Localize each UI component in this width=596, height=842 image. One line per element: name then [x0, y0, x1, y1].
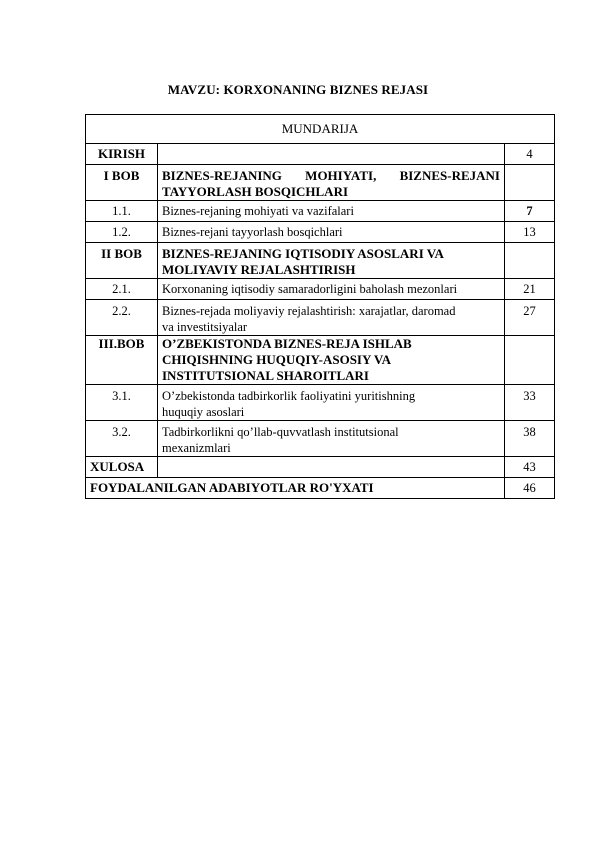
toc-title [158, 144, 505, 165]
toc-title [158, 421, 505, 457]
toc-number: 1.1. [86, 201, 158, 222]
toc-row-references [86, 478, 555, 499]
toc-title [158, 165, 505, 201]
toc-title [158, 300, 505, 336]
toc-row-1-1 [86, 201, 555, 222]
toc-row-xulosa [86, 457, 555, 478]
toc-number: III.BOB [86, 336, 158, 385]
toc-page: 27 [505, 300, 555, 336]
toc-row-3-2 [86, 421, 555, 457]
toc-number: II BOB [86, 243, 158, 279]
toc-page: 4 [505, 144, 555, 165]
toc-page [505, 336, 555, 385]
toc-title: Biznes-rejaning mohiyati va vazifalari [158, 201, 505, 222]
toc-row-chapter-2 [86, 243, 555, 279]
toc-number: KIRISH [86, 144, 158, 165]
toc-number: 3.2. [86, 421, 158, 457]
toc-header: MUNDARIJA [86, 115, 555, 144]
toc-page: 38 [505, 421, 555, 457]
toc-title-line: Tadbirkorlikni qo’llab-quvvatlash institutsional [162, 425, 399, 439]
toc-page [505, 243, 555, 279]
document-title: MAVZU: KORXONANING BIZNES REJASI [167, 82, 429, 97]
toc-row-2-1 [86, 279, 555, 300]
toc-header-row [86, 115, 555, 144]
toc-title [158, 243, 505, 279]
toc-page: 33 [505, 385, 555, 421]
toc-number: 1.2. [86, 222, 158, 243]
toc-title-line: O’zbekistonda tadbirkorlik faoliyatini yuritishning [162, 389, 416, 403]
toc-page: 43 [505, 457, 555, 478]
toc-title-line: INSTITUTSIONAL SHAROITLARI [162, 368, 369, 383]
toc-title-line: Biznes-rejada moliyaviy rejalashtirish: xarajatlar, daromad [162, 304, 456, 318]
toc-title [158, 336, 505, 385]
toc-title-line: mexanizmlari [162, 441, 231, 455]
toc-title: Biznes-rejani tayyorlash bosqichlari [158, 222, 505, 243]
toc-page: 7 [505, 201, 555, 222]
toc-title-line: BIZNES-REJANING IQTISODIY ASOSLARI VA [162, 246, 444, 261]
toc-row-3-1 [86, 385, 555, 421]
toc-number: 3.1. [86, 385, 158, 421]
toc-page: 13 [505, 222, 555, 243]
toc-number: I BOB [86, 165, 158, 201]
toc-row-1-2 [86, 222, 555, 243]
toc-number: XULOSA [86, 457, 158, 478]
toc-title-line: BIZNES-REJANING MOHIYATI, BIZNES-REJANI [162, 168, 500, 183]
toc-row-chapter-3 [86, 336, 555, 385]
toc-row-2-2 [86, 300, 555, 336]
toc-title-line: va investitsiyalar [162, 320, 248, 334]
toc-page [505, 165, 555, 201]
toc-title: FOYDALANILGAN ADABIYOTLAR RO'YXATI [86, 478, 505, 499]
toc-page: 46 [505, 478, 555, 499]
toc-title-line: huquqiy asoslari [162, 405, 245, 419]
toc-number: 2.1. [86, 279, 158, 300]
toc-title [158, 385, 505, 421]
toc-page: 21 [505, 279, 555, 300]
toc-title-line: CHIQISHNING HUQUQIY-ASOSIY VA [162, 352, 392, 367]
toc-title [158, 457, 505, 478]
toc-title-line: MOLIYAVIY REJALASHTIRISH [162, 262, 356, 277]
toc-row-chapter-1 [86, 165, 555, 201]
table-of-contents [85, 114, 555, 499]
toc-title-line: O’ZBEKISTONDA BIZNES-REJA ISHLAB [162, 336, 412, 351]
toc-number: 2.2. [86, 300, 158, 336]
toc-title: Korxonaning iqtisodiy samaradorligini baholash mezonlari [158, 279, 505, 300]
toc-row-kirish [86, 144, 555, 165]
toc-title-line: TAYYORLASH BOSQICHLARI [162, 184, 349, 199]
